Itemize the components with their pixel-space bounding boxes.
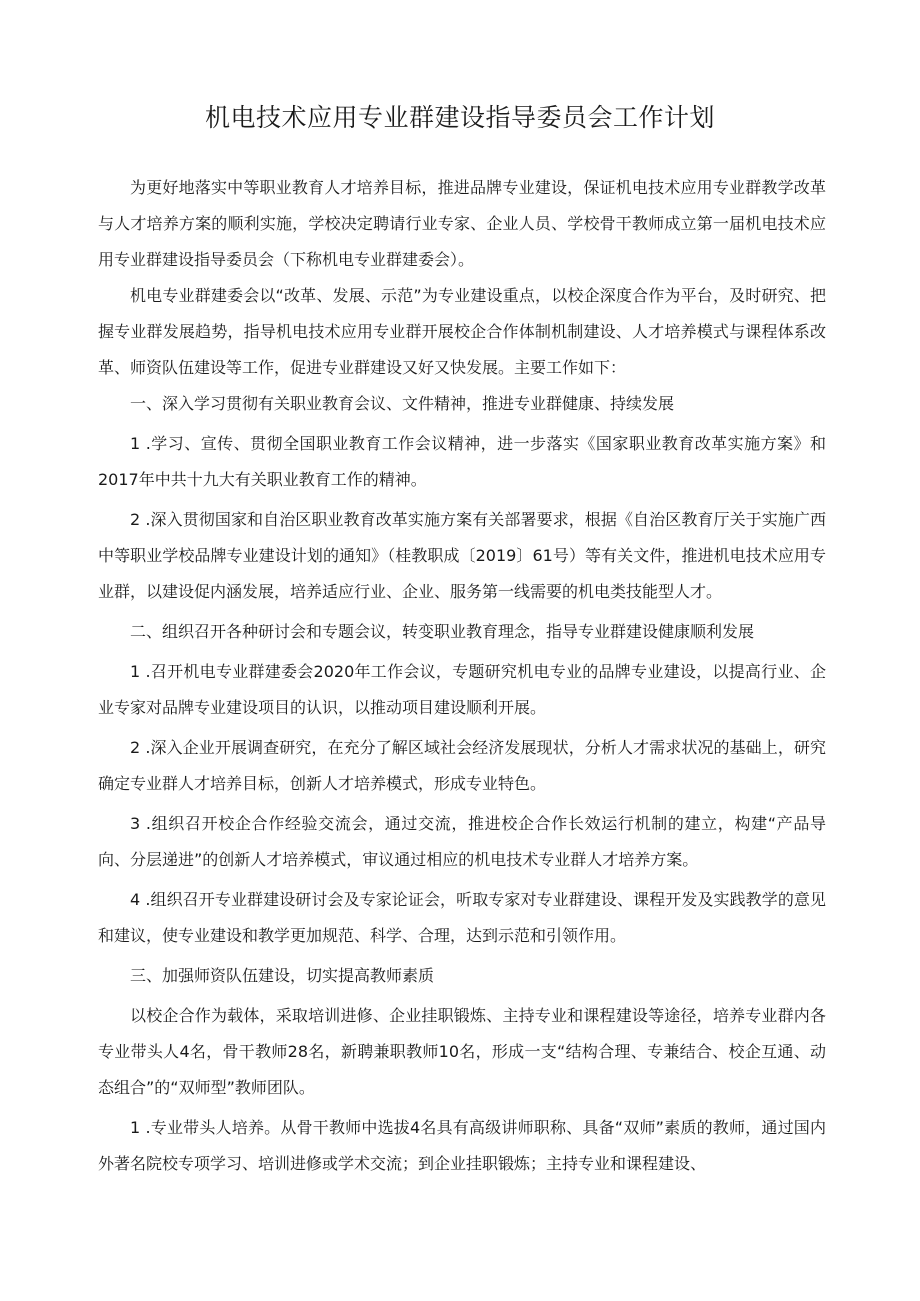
list-item: 1 .召开机电专业群建委会2020年工作会议，专题研究机电专业的品牌专业建设，以提高行业、企业专家对品牌专业建设项目的认识，以推动项目建设顺利开展。 [98, 662, 826, 717]
document-body [98, 170, 826, 1186]
intro-paragraph: 机电专业群建委会以“改革、发展、示范”为专业建设重点，以校企深度合作为平台，及时研究、把握专业群发展趋势，指导机电技术应用专业群开展校企合作体制机制建设、人才培养模式与课程体系改革、师资队伍建设等工作，促进专业群建设又好又快发展。主要工作如下： [98, 286, 826, 377]
list-item: 1 .学习、宣传、贯彻全国职业教育工作会议精神，进一步落实《国家职业教育改革实施方案》和2017年中共十九大有关职业教育工作的精神。 [98, 434, 826, 489]
section-heading: 一、深入学习贯彻有关职业教育会议、文件精神，推进专业群健康、持续发展 [130, 394, 675, 413]
list-item: 4 .组织召开专业群建设研讨会及专家论证会，听取专家对专业群建设、课程开发及实践教学的意见和建议，使专业建设和教学更加规范、科学、合理，达到示范和引领作用。 [98, 890, 826, 945]
list-item: 1 .专业带头人培养。从骨干教师中选拔4名具有高级讲师职称、具备“双师”素质的教师，通过国内外著名院校专项学习、培训进修或学术交流；到企业挂职锻炼；主持专业和课程建设、 [98, 1118, 826, 1173]
section-heading: 三、加强师资队伍建设，切实提高教师素质 [130, 966, 435, 985]
document-title: 机电技术应用专业群建设指导委员会工作计划 [204, 103, 715, 132]
list-item: 3 .组织召开校企合作经验交流会，通过交流，推进校企合作长效运行机制的建立，构建“产品导向、分层递进”的创新人才培养模式，审议通过相应的机电技术专业群人才培养方案。 [98, 814, 826, 869]
list-item: 2 .深入企业开展调查研究，在充分了解区域社会经济发展现状，分析人才需求状况的基础上，研究确定专业群人才培养目标，创新人才培养模式，形成专业特色。 [98, 738, 826, 793]
intro-paragraph: 为更好地落实中等职业教育人才培养目标，推进品牌专业建设，保证机电技术应用专业群教学改革与人才培养方案的顺利实施，学校决定聘请行业专家、企业人员、学校骨干教师成立第一届机电技术应用专业群建设指导委员会（下称机电专业群建委会）。 [98, 178, 826, 269]
list-item: 2 .深入贯彻国家和自治区职业教育改革实施方案有关部署要求，根据《自治区教育厅关于实施广西中等职业学校品牌专业建设计划的通知》（桂教职成〔2019〕61号）等有关文件，推进机电技术应用专业群，以建设促内涵发展，培养适应行业、企业、服务第一线需要的机电类技能型人才。 [98, 510, 826, 601]
body-paragraph: 以校企合作为载体，采取培训进修、企业挂职锻炼、主持专业和课程建设等途径，培养专业群内各专业带头人4名，骨干教师28名，新聘兼职教师10名，形成一支“结构合理、专兼结合、校企互通、动态组合”的“双师型”教师团队。 [98, 1006, 826, 1097]
section-heading: 二、组织召开各种研讨会和专题会议，转变职业教育理念，指导专业群建设健康顺利发展 [130, 622, 755, 641]
